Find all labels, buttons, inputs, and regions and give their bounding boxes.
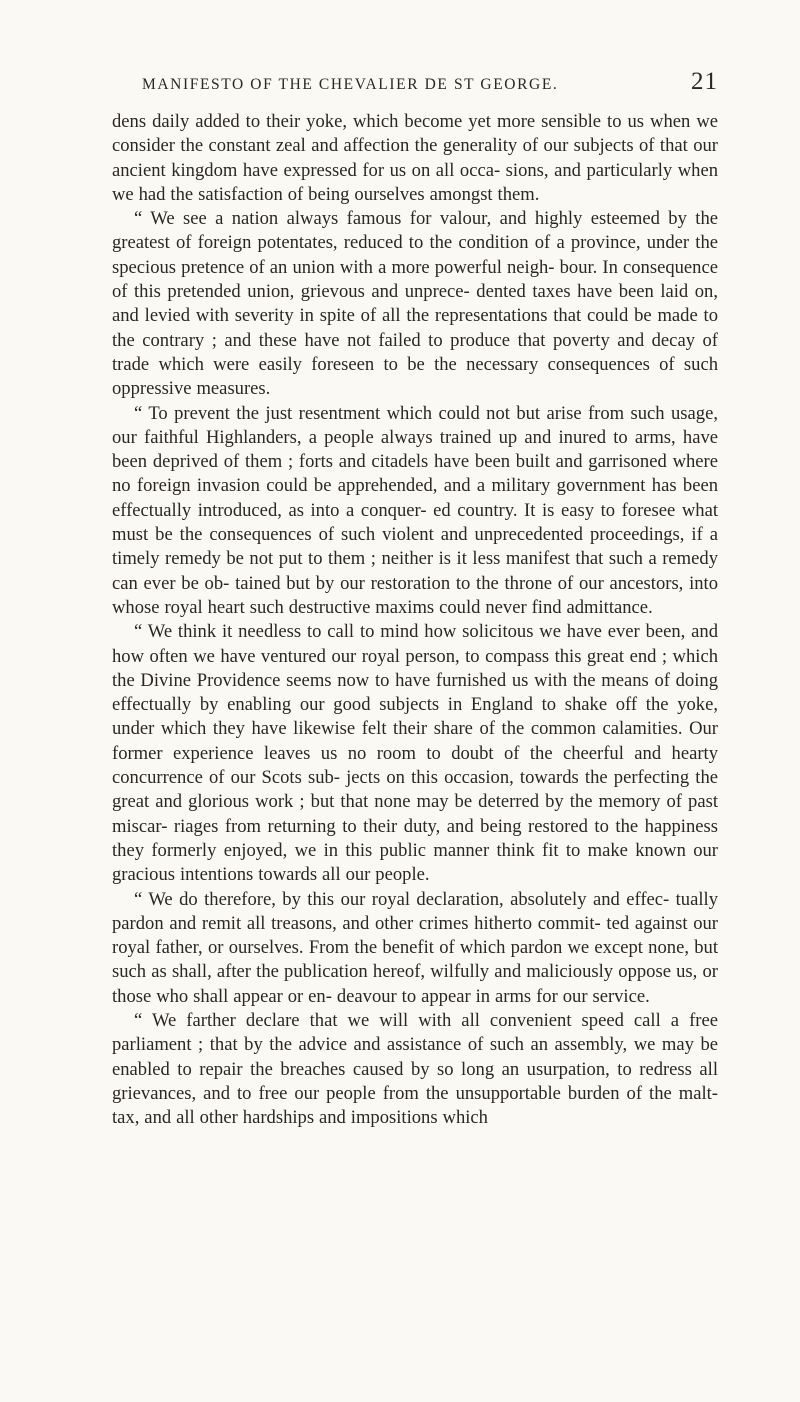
paragraph-royal-pardon: “ We do therefore, by this our royal declaration, absolutely and effec- tually pardon and remit all treasons, and other crimes hitherto commit- ted against our royal father, or ourselves. From the benefit of which pardon we except none, but such as shall, after the publication hereof, wilfully and maliciously oppose us, or those who shall appear or en- deavour to appear in arms for our service. [112, 888, 718, 1007]
running-title: MANIFESTO OF THE CHEVALIER DE ST GEORGE. [142, 76, 559, 93]
paragraph-divine-providence: “ We think it needless to call to mind how solicitous we have ever been, and how often we have ventured our royal person, to compass this great end ; which the Divine Providence seems now to have furnished us with the means of doing effectually by enabling our good subjects in England to shake off the yoke, under which they have likewise felt their share of the common calamities. Our former experience leaves us no room to doubt of the cheerful and hearty concurrence of our Scots sub- jects on this occasion, towards the perfecting the great and glorious work ; but that none may be deterred by the memory of past miscar- riages from returning to their duty, and being restored to the happiness they formerly enjoyed, we in this public manner think fit to make known our gracious intentions towards all our people. [112, 621, 718, 886]
paragraph-highlanders: “ To prevent the just resentment which could not but arise from such usage, our faithful Highlanders, a people always trained up and inured to arms, have been deprived of them ; forts and citadels have been built and garrisoned where no foreign invasion could be apprehended, and a military government has been effectually introduced, as into a conquer- ed country. It is easy to foresee what must be the consequences of such violent and unprecedented proceedings, if a timely remedy be not put to them ; neither is it less manifest that such a remedy can ever be ob- tained but by our restoration to the throne of our ancestors, into whose royal heart such destructive maxims could never find admittance. [112, 402, 718, 618]
paragraph-nation-valour: “ We see a nation always famous for valour, and highly esteemed by the greatest of foreign potentates, reduced to the condition of a province, under the specious pretence of an union with a more powerful neigh- bour. In consequence of this pretended union, grievous and unprece- dented taxes have been laid on, and levied with severity in spite of all the representations that could be made to the contrary ; and these have not failed to produce that poverty and decay of trade which were easily foreseen to be the necessary consequences of such oppressive measures. [112, 208, 718, 400]
body-text [112, 110, 718, 1130]
page-number: 21 [691, 68, 718, 95]
paragraph-free-parliament: “ We farther declare that we will with all convenient speed call a free parliament ; that by the advice and assistance of such an assembly, we may be enabled to repair the breaches caused by so long an usurpation, to redress all grievances, and to free our people from the unsupportable burden of the malt-tax, and all other hardships and impositions which [112, 1009, 718, 1129]
running-head [112, 70, 718, 100]
paragraph-continuation: dens daily added to their yoke, which become yet more sensible to us when we consider the constant zeal and affection the generality of our subjects of that our ancient kingdom have expressed for us on all occa- sions, and particularly when we had the satisfaction of being ourselves amongst them. [112, 111, 718, 205]
